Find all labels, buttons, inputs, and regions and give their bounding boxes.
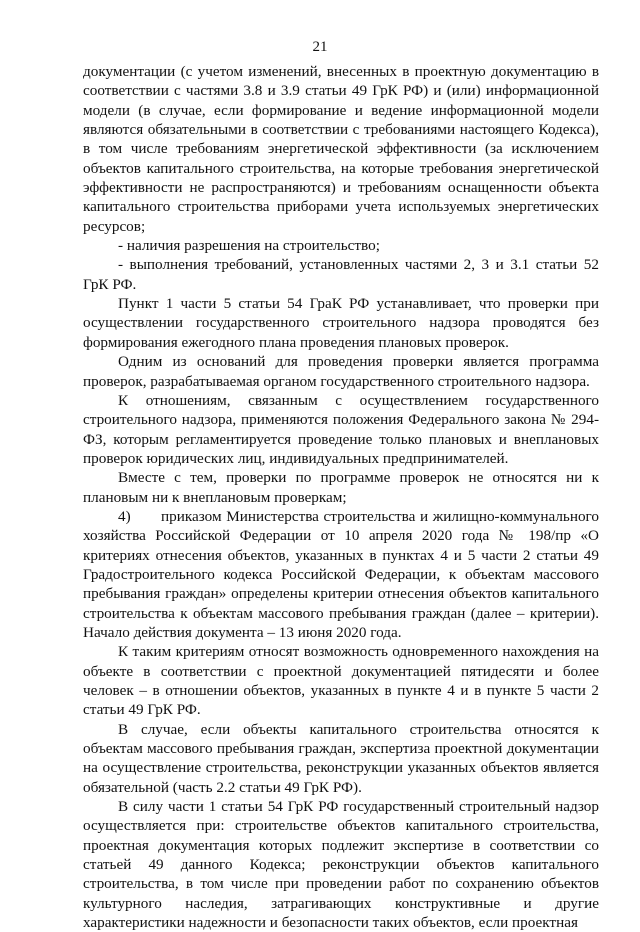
list-item-permit: - наличия разрешения на строительство; — [118, 237, 380, 255]
paragraph-item-4: 4) приказом Министерства строительства и жилищно-коммунального хозяйства Российской Федерации от 10 апреля 2020 года № 198/пр «О критериях отнесения объектов, указанных в пунктах 4 и 5 части 2 статьи 49 Градостроительного кодекса Российской Федерации, к объектам массового пребывания граждан» определены критерии отнесения объектов капитального строительства к объектам массового пребывания граждан (далее – критерии). Начало действия документа – 13 июня 2020 года. — [83, 507, 599, 641]
paragraph-grounds: Одним из оснований для проведения проверки является программа проверок, разрабатываемая органом государственного строительного надзора. — [83, 353, 599, 390]
page-number: 21 — [312, 39, 328, 55]
paragraph-however: Вместе с тем, проверки по программе проверок не относятся ни к плановым ни к внеплановым проверкам; — [83, 469, 599, 506]
paragraph-expertise: В случае, если объекты капитального строительства относятся к объектам массового пребывания граждан, экспертиза проектной документации на осуществление строительства, реконструкции указанных объектов является обязательной (часть 2.2 статьи 49 ГрК РФ). — [83, 720, 599, 796]
paragraph-point-1: Пункт 1 части 5 статьи 54 ГраК РФ устанавливает, что проверки при осуществлении государственного строительного надзора проводятся без формирования ежегодного плана проведения плановых проверок. — [83, 295, 599, 351]
document-body — [83, 62, 599, 932]
paragraph-supervision: В силу части 1 статьи 54 ГрК РФ государственный строительный надзор осуществляется при: строительстве объектов капитального строительства, проектная документация которых подлежит экспертизе в соответствии со статьей 49 данного Кодекса; реконструкции объектов капитального строительства, в том числе при проведении работ по сохранению объектов культурного наследия, затрагивающих конструктивные и другие характеристики надежности и безопасности таких объектов, если проектная — [83, 798, 599, 932]
list-item-requirements: - выполнения требований, установленных частями 2, 3 и 3.1 статьи 52 ГрК РФ. — [83, 256, 599, 293]
paragraph-relations: К отношениям, связанным с осуществлением государственного строительного надзора, применяются положения Федерального закона № 294-ФЗ, которым регламентируется проведение только плановых и внеплановых проверок юридических лиц, индивидуальных предпринимателей. — [83, 391, 599, 467]
paragraph-continuation: документации (с учетом изменений, внесенных в проектную документацию в соответствии с частями 3.8 и 3.9 статьи 49 ГрК РФ) и (или) информационной модели (в случае, если формирование и ведение информационной модели являются обязательными в соответствии с требованиями настоящего Кодекса), в том числе требованиям энергетической эффективности (за исключением объектов капитального строительства, на которые требования энергетической эффективности не распространяются) и требованиям оснащенности объекта капитального строительства приборами учета используемых энергетических ресурсов; — [83, 63, 599, 235]
paragraph-criteria: К таким критериям относят возможность одновременного нахождения на объекте в соответствии с проектной документацией пятидесяти и более человек – в отношении объектов, указанных в пункте 4 и в пункте 5 части 2 статьи 49 ГрК РФ. — [83, 643, 599, 719]
